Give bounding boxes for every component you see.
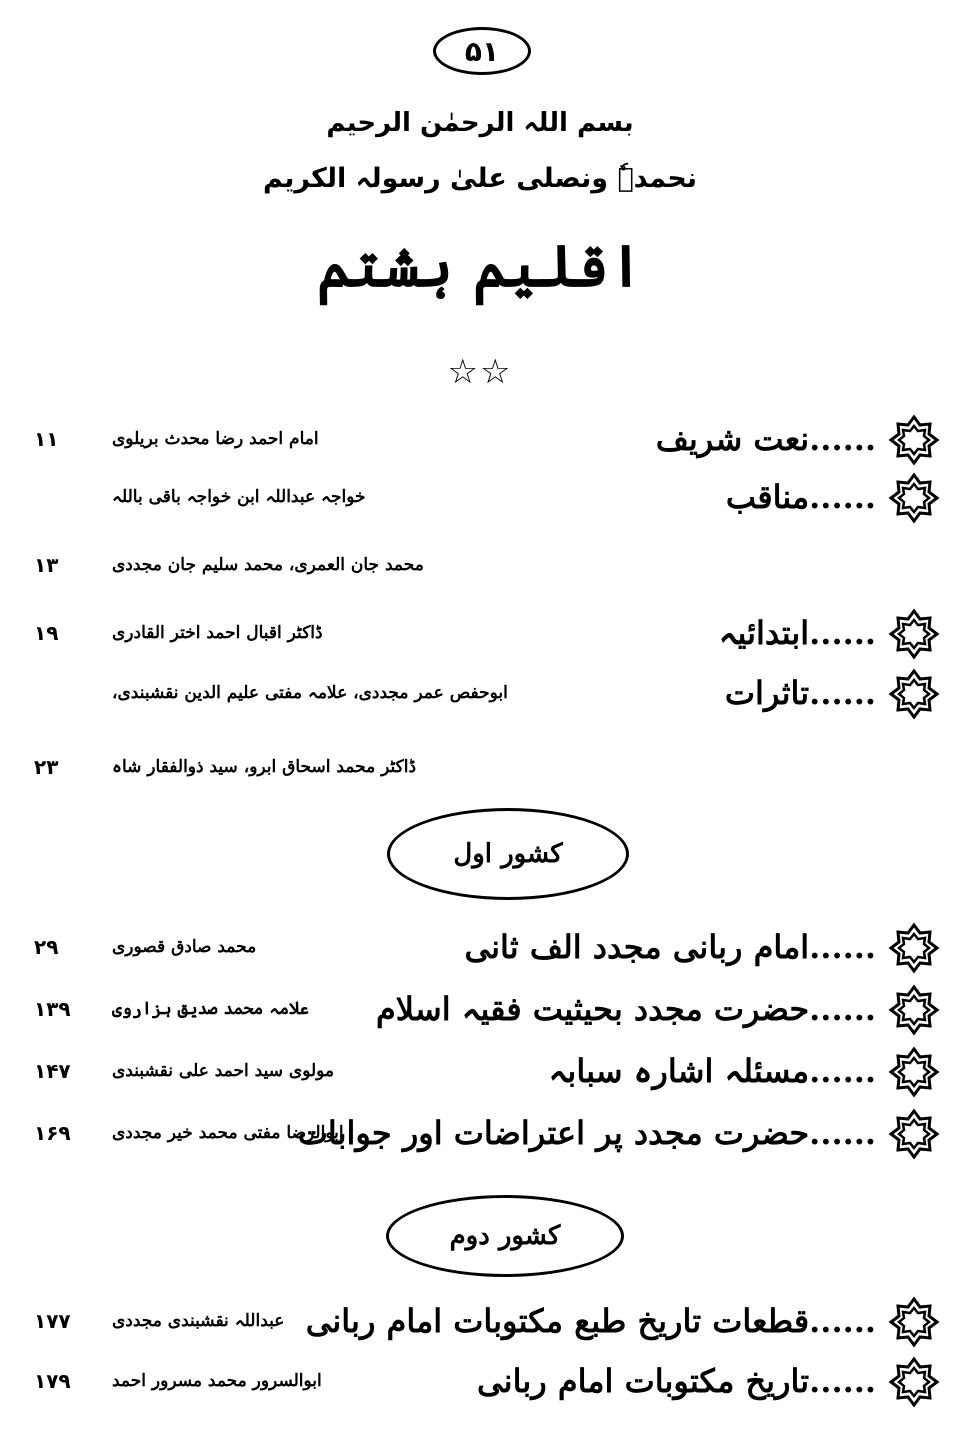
entry-page: ۱۹ [34, 621, 59, 645]
toc-entry [20, 1296, 940, 1350]
star-marker-icon [888, 414, 940, 466]
page-number-badge [433, 27, 531, 75]
entry-page: ۲۹ [34, 935, 59, 959]
entry-author: ڈاکٹر اقبال احمد اختر القادری [112, 623, 323, 643]
entry-page: ۱۷۹ [34, 1369, 71, 1393]
entry-page: ۱۳۹ [34, 997, 71, 1021]
section-heading: کشور اول [453, 839, 563, 869]
entry-author: ڈاکٹر محمد اسحاق ابرو، سید ذوالفقار شاہ [112, 757, 417, 777]
entry-author: ابوالسرور محمد مسرور احمد [112, 1371, 322, 1391]
entry-author: ابوحفص عمر مجددی، علامہ مفتی علیم الدین نقشبندی، [112, 683, 508, 703]
toc-entry [20, 984, 940, 1038]
entry-author: ابوالرضا مفتی محمد خیر مجددی [112, 1123, 344, 1143]
entry-author: امام احمد رضا محدث بریلوی [112, 429, 319, 449]
page-number: ۵۱ [464, 34, 500, 68]
toc-entry [20, 1356, 940, 1410]
toc-entry [20, 472, 940, 526]
entry-author: محمد جان العمری، محمد سلیم جان مجددی [112, 555, 424, 575]
entry-page: ۲۳ [34, 755, 59, 779]
entry-title: ......حضرت مجدد بحیثیت فقیہ اسلام [375, 990, 876, 1028]
section-heading-oval [386, 1195, 624, 1277]
section-heading: کشور دوم [449, 1221, 561, 1251]
toc-entry-continuation [20, 540, 940, 594]
toc-entry [20, 608, 940, 662]
toc-entry [20, 414, 940, 468]
star-marker-icon [888, 472, 940, 524]
entry-page: ۱۴۷ [34, 1059, 71, 1083]
entry-title: ......ابتدائیہ [718, 614, 876, 652]
star-marker-icon [888, 668, 940, 720]
entry-title: ......نعت شریف [655, 420, 876, 458]
entry-author: علامہ محمد صدیق ہزاروی [112, 999, 310, 1019]
salutation: نحمدہٗ ونصلی علیٰ رسولہ الکریم [263, 163, 697, 194]
entry-page: ۱۶۹ [34, 1121, 71, 1145]
entry-author: محمد صادق قصوری [112, 937, 257, 957]
entry-title: ......مناقب [725, 478, 876, 516]
entry-author: مولوی سید احمد علی نقشبندی [112, 1061, 335, 1081]
entry-title: ......تاریخ مکتوبات امام ربانی [477, 1362, 876, 1400]
entry-page: ۱۳ [34, 553, 59, 577]
entry-author: عبداللہ نقشبندی مجددی [112, 1311, 285, 1331]
star-ornament: ☆☆ [447, 352, 513, 392]
section-heading-oval [387, 808, 629, 900]
star-marker-icon [888, 608, 940, 660]
entry-title: ......امام ربانی مجدد الف ثانی [464, 928, 876, 966]
main-title: اقلیم ہشتم [316, 232, 644, 300]
star-marker-icon [888, 1296, 940, 1348]
entry-title: ......حضرت مجدد پر اعتراضات اور جوابات [297, 1114, 876, 1152]
entry-page: ۱۱ [34, 427, 59, 451]
star-marker-icon [888, 1356, 940, 1408]
bismillah: بسم اللہ الرحمٰن الرحیم [326, 108, 634, 138]
star-marker-icon [888, 1046, 940, 1098]
entry-title: ......تاثرات [724, 674, 876, 712]
toc-entry [20, 668, 940, 722]
toc-entry [20, 922, 940, 976]
toc-entry [20, 1108, 940, 1162]
entry-author: خواجہ عبداللہ ابن خواجہ باقی باللہ [112, 487, 366, 507]
entry-page: ۱۷۷ [34, 1309, 71, 1333]
star-marker-icon [888, 922, 940, 974]
entry-title: ......قطعات تاریخ طبع مکتوبات امام ربانی [305, 1302, 876, 1340]
star-marker-icon [888, 984, 940, 1036]
star-marker-icon [888, 1108, 940, 1160]
toc-entry-continuation [20, 742, 940, 796]
toc-entry [20, 1046, 940, 1100]
entry-title: ......مسئلہ اشارہ سبابہ [548, 1052, 876, 1090]
